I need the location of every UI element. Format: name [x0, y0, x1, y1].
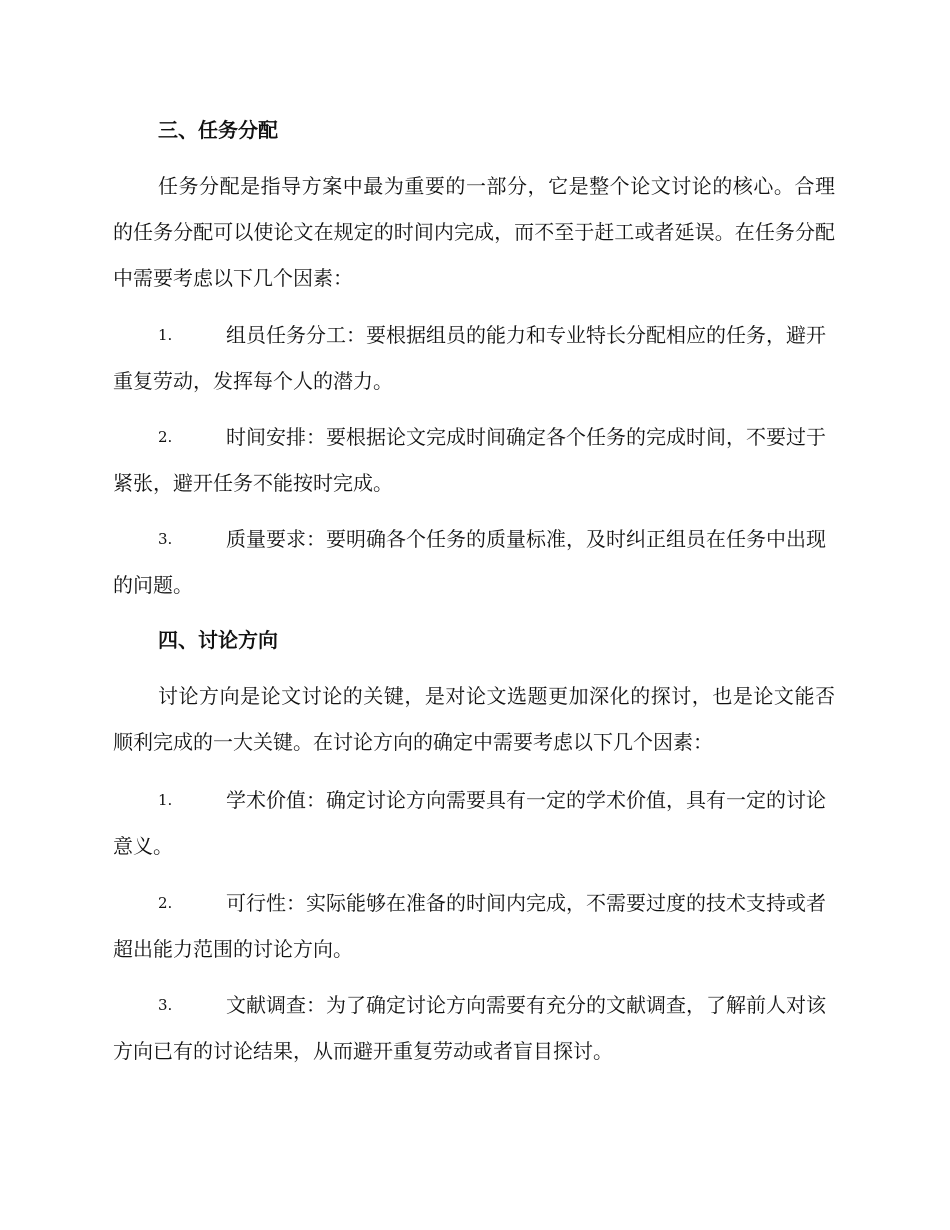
list-item-text: 文献调查：为了确定讨论方向需要有充分的文献调查，了解前人对该方向已有的讨论结果，从而避开重复劳动或者盲目探讨。: [113, 993, 826, 1063]
list-item-text: 质量要求：要明确各个任务的质量标准，及时纠正组员在任务中出现的问题。: [113, 527, 826, 597]
list-item: [113, 880, 835, 972]
list-item-text: 组员任务分工：要根据组员的能力和专业特长分配相应的任务，避开重复劳动，发挥每个人的潜力。: [113, 323, 826, 393]
section-intro-discussion-direction: 讨论方向是论文讨论的关键，是对论文选题更加深化的探讨，也是论文能否顺利完成的一大关键。在讨论方向的确定中需要考虑以下几个因素：: [113, 684, 835, 754]
list-item-text: 时间安排：要根据论文完成时间确定各个任务的完成时间，不要过于紧张，避开任务不能按时完成。: [113, 425, 826, 495]
list-item-number: 3.: [158, 996, 173, 1014]
list-item-number: 1.: [158, 326, 173, 344]
section-intro-task-allocation: 任务分配是指导方案中最为重要的一部分，它是整个论文讨论的核心。合理的任务分配可以使论文在规定的时间内完成，而不至于赶工或者延误。在任务分配中需要考虑以下几个因素：: [113, 174, 835, 290]
list-item-number: 1.: [158, 791, 173, 809]
list-item-text: 学术价值：确定讨论方向需要具有一定的学术价值，具有一定的讨论意义。: [113, 788, 826, 858]
list-item: [113, 516, 835, 608]
list-item-number: 2.: [158, 894, 173, 912]
section-heading-task-allocation: 三、任务分配: [158, 118, 278, 142]
list-item-number: 3.: [158, 530, 173, 548]
list-item: [113, 414, 835, 506]
list-item-number: 2.: [158, 428, 173, 446]
list-item-text: 可行性：实际能够在准备的时间内完成，不需要过度的技术支持或者超出能力范围的讨论方向。: [113, 891, 826, 961]
list-item: [113, 312, 835, 404]
section-heading-discussion-direction: 四、讨论方向: [158, 628, 278, 652]
list-item: [113, 777, 835, 869]
list-item: [113, 982, 835, 1074]
